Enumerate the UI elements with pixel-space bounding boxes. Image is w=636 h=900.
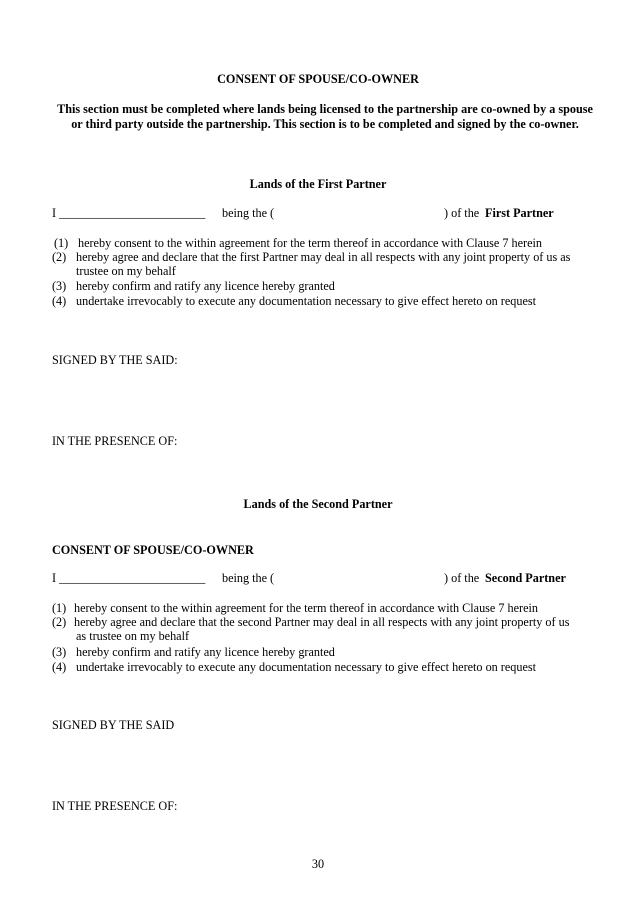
list-item-number: (2) — [52, 250, 67, 264]
list-item-number: (1) — [52, 601, 67, 615]
first-partner-label: First Partner — [485, 206, 554, 220]
list-item-text: hereby confirm and ratify any licence hereby granted — [76, 645, 335, 659]
first-signed-by: SIGNED BY THE SAID: — [52, 353, 178, 367]
second-being-the: being the ( — [222, 571, 275, 585]
list-item-number: (4) — [52, 294, 67, 308]
list-item-number: (4) — [52, 660, 67, 674]
list-item-text: undertake irrevocably to execute any documentation necessary to give effect hereto on request — [76, 294, 536, 308]
first-of-the: ) of the — [444, 206, 480, 220]
list-item-text-continued: trustee on my behalf — [76, 264, 176, 278]
page-heading: CONSENT OF SPOUSE/CO-OWNER — [217, 72, 419, 86]
list-item-number: (2) — [52, 615, 67, 629]
first-being-the: being the ( — [222, 206, 275, 220]
intro-paragraph: This section must be completed where lands being licensed to the partnership are co-owned by a spouse or third party outside the partnership. This section is to be completed and signed by the co-owner. — [57, 102, 593, 131]
second-of-the: ) of the — [444, 571, 480, 585]
second-signed-by: SIGNED BY THE SAID — [52, 718, 175, 732]
page-number: 30 — [311, 857, 325, 871]
second-in-presence: IN THE PRESENCE OF: — [52, 799, 178, 813]
first-partner-title: Lands of the First Partner — [249, 177, 387, 191]
second-heading: CONSENT OF SPOUSE/CO-OWNER — [52, 543, 254, 557]
second-partner-title: Lands of the Second Partner — [243, 497, 393, 511]
list-item-number: (3) — [52, 645, 67, 659]
second-name-blank: I ________________________ — [52, 571, 206, 585]
list-item-number: (1) — [54, 236, 69, 250]
list-item-number: (3) — [52, 279, 67, 293]
list-item-text: hereby agree and declare that the second Partner may deal in all respects with any joint property of us — [74, 615, 570, 629]
second-partner-label: Second Partner — [485, 571, 566, 585]
list-item-text: hereby confirm and ratify any licence hereby granted — [76, 279, 335, 293]
first-in-presence: IN THE PRESENCE OF: — [52, 434, 178, 448]
list-item-text: undertake irrevocably to execute any documentation necessary to give effect hereto on request — [76, 660, 536, 674]
list-item-text-continued: as trustee on my behalf — [76, 629, 190, 643]
list-item-text: hereby consent to the within agreement for the term thereof in accordance with Clause 7 herein — [78, 236, 542, 250]
first-name-blank: I ________________________ — [52, 206, 206, 220]
list-item-text: hereby agree and declare that the first Partner may deal in all respects with any joint property of us as — [76, 250, 571, 264]
list-item-text: hereby consent to the within agreement for the term thereof in accordance with Clause 7 herein — [74, 601, 538, 615]
